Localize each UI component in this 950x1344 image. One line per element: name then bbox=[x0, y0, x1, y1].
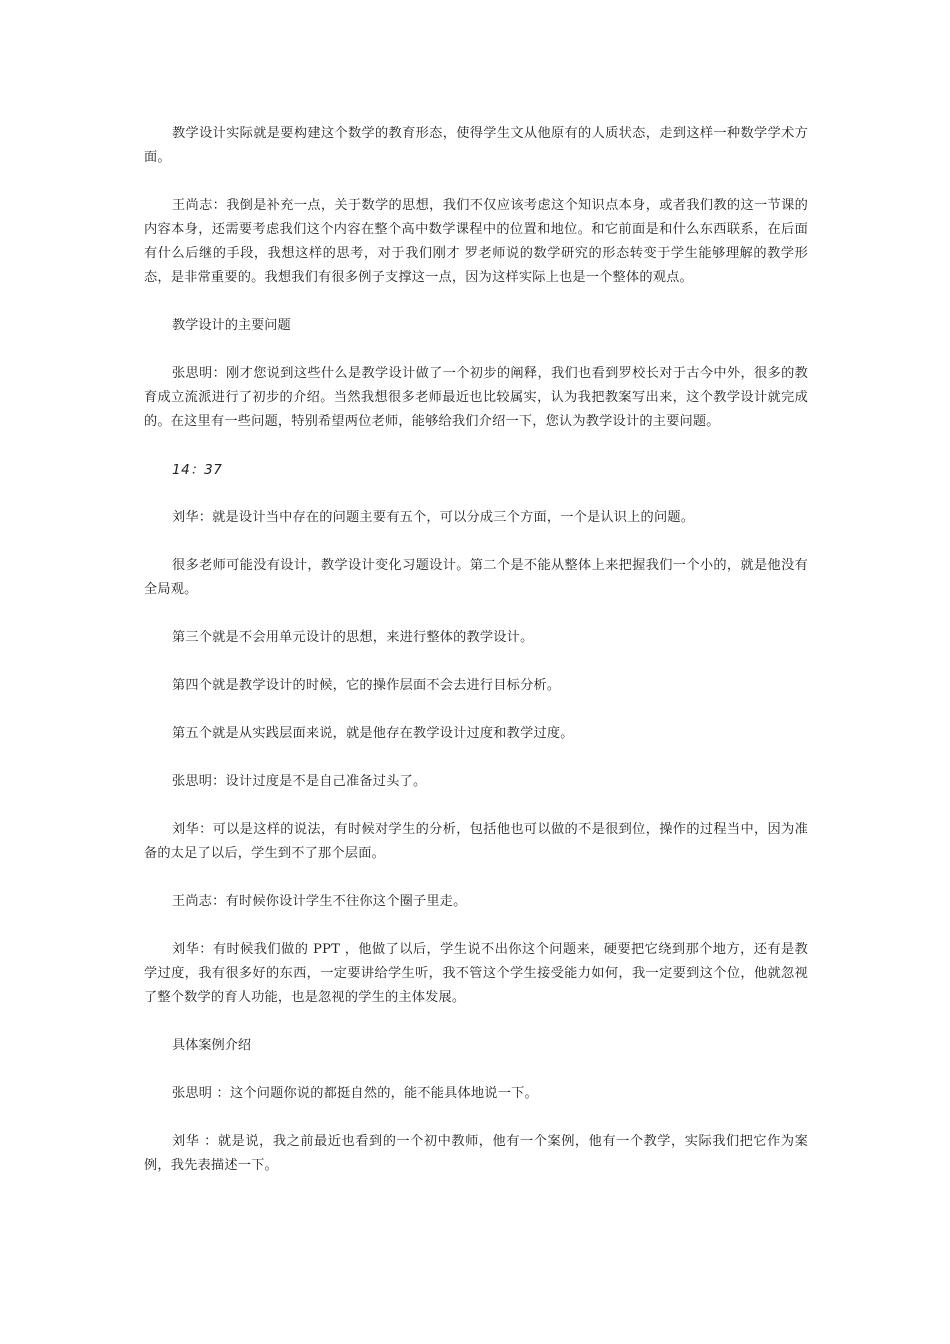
paragraph-zhang-2: 张思明：设计过度是不是自己准备过头了。 bbox=[172, 774, 427, 789]
document-body bbox=[144, 122, 808, 1202]
section-heading-case-study: 具体案例介绍 bbox=[172, 1038, 252, 1053]
paragraph-intro: 教学设计实际就是要构建这个数学的教育形态，使得学生文从他原有的人质状态，走到这样一种数学学术方面。 bbox=[144, 126, 808, 165]
paragraph-wang-1: 王尚志：我倒是补充一点，关于数学的思想，我们不仅应该考虑这个知识点本身，或者我们教的这一节课的内容本身，还需要考虑我们这个内容在整个高中数学课程中的位置和地位。和它前面是和什么东西联系，在后面有什么后继的手段，我想这样的思考，对于我们刚才 罗老师说的数学研究的形态转变于学生能够理解的教学形态，是非常重要的。我想我们有很多例子支撑这一点，因为这样实际上也是一个整体的观点。 bbox=[144, 198, 808, 285]
paragraph-liu-1: 刘华：就是设计当中存在的问题主要有五个，可以分成三个方面，一个是认识上的问题。 bbox=[172, 510, 695, 525]
section-heading-main-issues: 教学设计的主要问题 bbox=[172, 318, 291, 333]
paragraph-wang-2: 王尚志：有时候你设计学生不往你这个圈子里走。 bbox=[172, 894, 467, 909]
paragraph-zhang-3: 张思明 ：这个问题你说的都挺自然的，能不能具体地说一下。 bbox=[172, 1086, 538, 1101]
paragraph-point-4: 第四个就是教学设计的时候，它的操作层面不会去进行目标分析。 bbox=[172, 678, 561, 693]
paragraph-point-2: 很多老师可能没有设计，教学设计变化习题设计。第二个是不能从整体上来把握我们一个小的，就是他没有全局观。 bbox=[144, 558, 808, 597]
paragraph-liu-3: 刘华：有时候我们做的 PPT ，他做了以后，学生说不出你这个问题来，硬要把它绕到那个地方，还有是教学过度，我有很多好的东西，一定要讲给学生听，我不管这个学生接受能力如何，我一定要到这个位，他就忽视了整个数学的育人功能，也是忽视的学生的主体发展。 bbox=[144, 942, 808, 1005]
paragraph-liu-2: 刘华：可以是这样的说法，有时候对学生的分析，包括他也可以做的不是很到位，操作的过程当中，因为准备的太足了以后，学生到不了那个层面。 bbox=[144, 822, 808, 861]
paragraph-point-3: 第三个就是不会用单元设计的思想，来进行整体的教学设计。 bbox=[172, 630, 534, 645]
paragraph-point-5: 第五个就是从实践层面来说，就是他存在教学设计过度和教学过度。 bbox=[172, 726, 574, 741]
paragraph-zhang-1: 张思明：刚才您说到这些什么是教学设计做了一个初步的阐释，我们也看到罗校长对于古今中外，很多的教育成立流派进行了初步的介绍。当然我想很多老师最近也比较属实，认为我把教案写出来，这个教学设计就完成的。在这里有一些问题，特别希望两位老师，能够给我们介绍一下，您认为教学设计的主要问题。 bbox=[144, 366, 808, 429]
paragraph-liu-4: 刘华 ：就是说，我之前最近也看到的一个初中教师，他有一个案例，他有一个教学，实际我们把它作为案例，我先表描述一下。 bbox=[144, 1134, 808, 1173]
timestamp: 14：37 bbox=[172, 462, 223, 478]
